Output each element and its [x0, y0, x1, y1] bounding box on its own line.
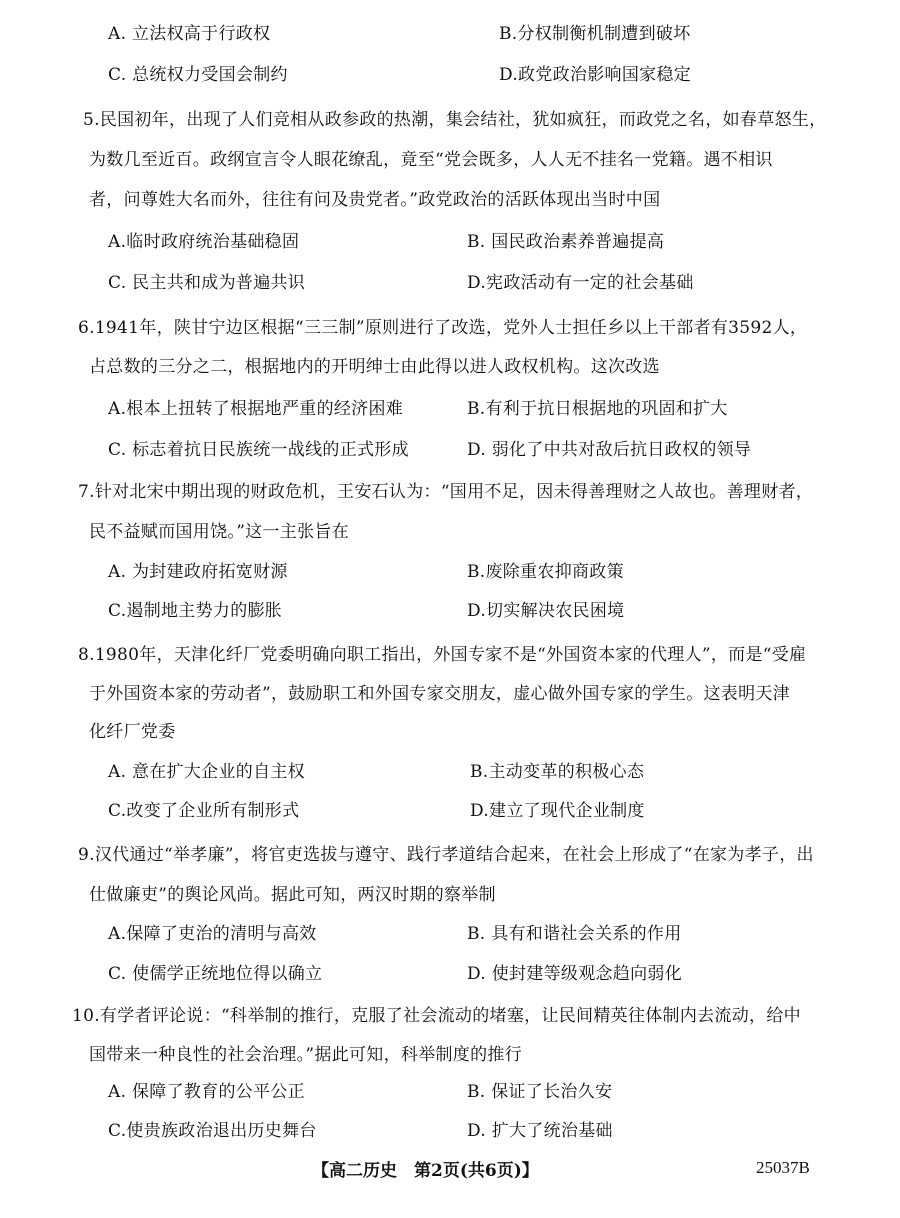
q9-stem-line-1: 9.汉代通过“举孝廉”，将官吏选拔与遵守、践行孝道结合起来，在社会上形成了“在家为孝子，出	[78, 845, 814, 865]
q8-stem-line-1: 8.1980年，天津化纤厂党委明确向职工指出，外国专家不是“外国资本家的代理人”，而是“受雇	[78, 645, 807, 665]
page-footer-title: 【高二历史 第2页(共6页)】	[312, 1161, 539, 1181]
q5-option-c: C. 民主共和成为普遍共识	[108, 273, 306, 293]
q5-option-b: B. 国民政治素养普遍提高	[467, 232, 665, 252]
q6-option-b: B.有利于抗日根据地的巩固和扩大	[467, 399, 728, 419]
q8-option-a: A. 意在扩大企业的自主权	[108, 762, 305, 782]
q7-stem-line-1: 7.针对北宋中期出现的财政危机，王安石认为：“国用不足，因未得善理财之人故也。善理财者，	[78, 482, 814, 502]
q9-option-b: B. 具有和谐社会关系的作用	[467, 924, 682, 944]
q8-stem-line-2: 于外国资本家的劳动者”，鼓励职工和外国专家交朋友，虚心做外国专家的学生。这表明天津	[89, 684, 790, 704]
q7-option-c: C.遏制地主势力的膨胀	[108, 601, 283, 621]
q10-option-a: A. 保障了教育的公平公正	[108, 1082, 305, 1102]
q4-option-a: A. 立法权高于行政权	[108, 24, 271, 44]
q8-option-c: C.改变了企业所有制形式	[108, 801, 300, 821]
q9-option-a: A.保障了吏治的清明与高效	[108, 924, 317, 944]
q9-option-d: D. 使封建等级观念趋向弱化	[467, 964, 683, 984]
q5-option-a: A.临时政府统治基础稳固	[108, 232, 300, 252]
q10-option-c: C.使贵族政治退出历史舞台	[108, 1121, 317, 1141]
q5-stem-line-1: 5.民国初年，出现了人们竞相从政参政的热潮，集会结社，犹如疯狂，而政党之名，如春草怒生，	[83, 110, 827, 130]
q7-option-b: B.废除重农抑商政策	[467, 562, 624, 582]
exam-code: 25037B	[756, 1158, 810, 1177]
q4-option-d: D.政党政治影响国家稳定	[499, 65, 692, 85]
q10-stem-line-1: 10.有学者评论说：“科举制的推行，克服了社会流动的堵塞，让民间精英往体制内去流动，给中	[72, 1006, 801, 1026]
q6-option-a: A.根本上扭转了根据地严重的经济困难	[108, 399, 404, 419]
q6-stem-line-2: 占总数的三分之二，根据地内的开明绅士由此得以进人政权机构。这次改选	[89, 357, 660, 377]
q4-option-b: B.分权制衡机制遭到破坏	[499, 24, 691, 44]
q6-option-d: D. 弱化了中共对敌后抗日政权的领导	[467, 440, 752, 460]
q7-stem-line-2: 民不益赋而国用饶。”这一主张旨在	[89, 522, 349, 542]
q6-stem-line-1: 6.1941年，陕甘宁边区根据“三三制”原则进行了改选，党外人士担任乡以上干部者有3592人，	[78, 318, 808, 338]
q9-stem-line-2: 仕做廉吏”的舆论风尚。据此可知，两汉时期的察举制	[89, 885, 496, 905]
q8-option-b: B.主动变革的积极心态	[470, 762, 645, 782]
q8-option-d: D.建立了现代企业制度	[470, 801, 645, 821]
q10-option-d: D. 扩大了统治基础	[467, 1121, 613, 1141]
q5-stem-line-2: 为数几至近百。政纲宣言令人眼花缭乱，竟至“党会既多，人人无不挂名一党籍。遇不相识	[89, 150, 773, 170]
q5-option-d: D.宪政活动有一定的社会基础	[467, 273, 694, 293]
q7-option-d: D.切实解决农民困境	[467, 601, 625, 621]
q5-stem-line-3: 者，问尊姓大名而外，往往有问及贵党者。”政党政治的活跃体现出当时中国	[89, 190, 661, 210]
q6-option-c: C. 标志着抗日民族统一战线的正式形成	[108, 440, 409, 460]
q8-stem-line-3: 化纤厂党委	[89, 722, 176, 742]
q10-stem-line-2: 国带来一种良性的社会治理。”据此可知，科举制度的推行	[89, 1045, 522, 1065]
q9-option-c: C. 使儒学正统地位得以确立	[108, 964, 323, 984]
q4-option-c: C. 总统权力受国会制约	[108, 65, 288, 85]
q7-option-a: A. 为封建政府拓宽财源	[108, 562, 288, 582]
q10-option-b: B. 保证了长治久安	[467, 1082, 613, 1102]
